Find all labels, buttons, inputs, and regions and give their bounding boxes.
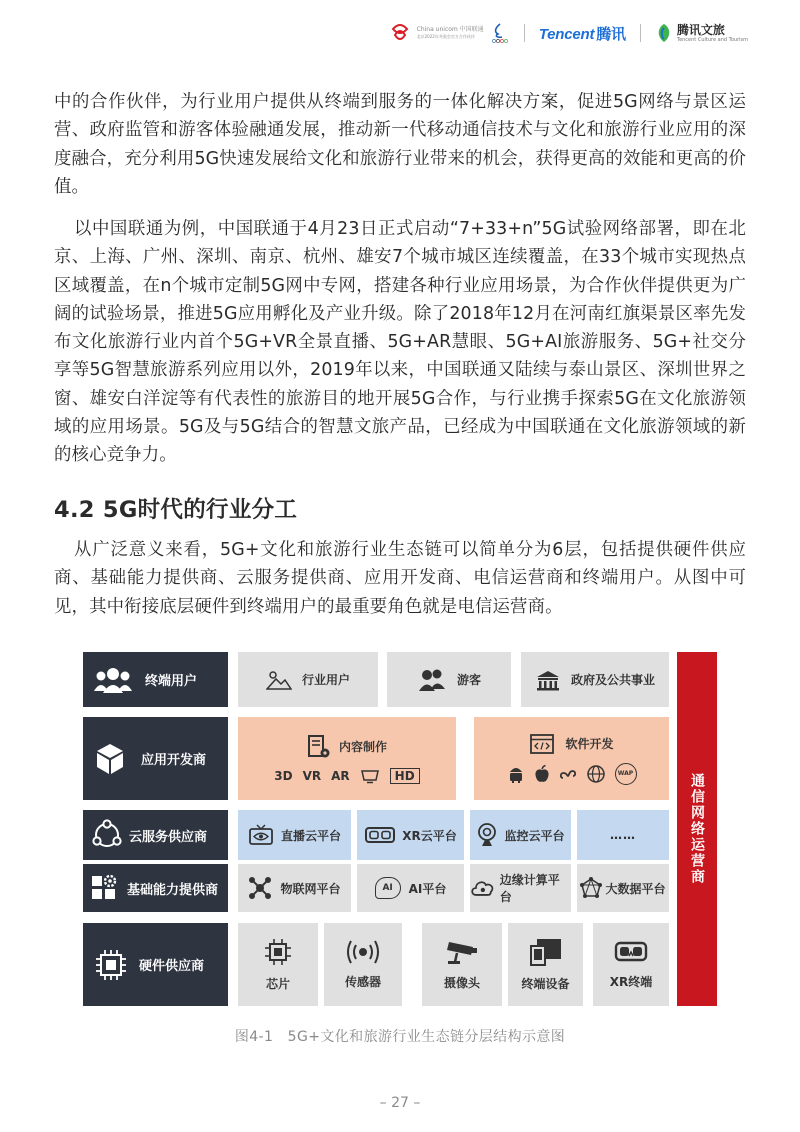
olympic-emblem-icon bbox=[490, 22, 510, 44]
row-label-basic-providers bbox=[83, 864, 228, 912]
cell-sensor bbox=[324, 923, 402, 1006]
row-label-text: 硬件供应商 bbox=[139, 959, 205, 974]
cell-label: 边缘计算平台 bbox=[499, 873, 560, 904]
screen-icon bbox=[360, 768, 380, 784]
cell-camera bbox=[422, 923, 502, 1006]
cell-more bbox=[577, 810, 669, 860]
row-label-text: 应用开发商 bbox=[141, 753, 207, 768]
cloud-network-icon bbox=[89, 819, 125, 851]
platform-icons bbox=[507, 763, 637, 785]
chip-icon bbox=[263, 937, 293, 967]
users-group-icon bbox=[93, 665, 133, 695]
vr-goggles-icon bbox=[364, 825, 396, 845]
tencent-cn: 腾讯 bbox=[596, 25, 626, 43]
cell-government bbox=[521, 652, 669, 707]
vr-icon: VR bbox=[302, 768, 322, 783]
people-icon bbox=[417, 668, 447, 692]
unicom-knot-icon bbox=[389, 23, 411, 43]
unicom-sub: 北京2022年冬奥会官方合作伙伴 bbox=[416, 34, 475, 39]
cell-iot-platform bbox=[238, 864, 351, 912]
wap-icon bbox=[615, 763, 637, 785]
cell-industry-users bbox=[238, 652, 378, 707]
paragraph-3: 从广泛意义来看，5G+文化和旅游行业生态链可以简单分为6层，包括提供硬件供应商、基础能力提供商、云服务提供商、应用开发商、电信运营商和终端用户。从图中可见，其中衔接底层硬件到终端用户的最重要角色就是电信运营商。 bbox=[54, 540, 746, 617]
cell-tourists bbox=[387, 652, 511, 707]
paragraph-2: 以中国联通为例，中国联通于4月23日正式启动“7+33+n”5G试验网络部署，即在北京、上海、广州、深圳、南京、杭州、雄安7个城市城区连续覆盖，在33个城市实现热点区域覆盖，在n个城市定制5G网中专网，搭建各种行业应用场景，为合作伙伴提供更为广阔的试验场景，推进5G应用孵化及产业升级。除了2018年12月在河南红旗渠景区率先发布文化旅游行业内首个5G+VR全景直播、5G+AR慧眼、5G+AI旅游服务、5G+社交分享等5G智慧旅游系列应用以外，2019年以来，中国联通又陆续与泰山景区、深圳世界之窗、雄安白洋淀等有代表性的旅游目的地开展5G合作，与行业携手探索5G在文化旅游领域的应用场景。5G及与5G结合的智慧文旅产品，已经成为中国联通在文化旅游领域的新的核心竞争力。 bbox=[54, 219, 746, 466]
china-unicom-logo bbox=[389, 22, 510, 44]
cell-edge-computing bbox=[470, 864, 571, 912]
wap-text: WAP bbox=[617, 770, 634, 777]
security-camera-icon bbox=[445, 938, 479, 966]
header-divider-2 bbox=[640, 24, 641, 42]
cpu-chip-icon bbox=[93, 947, 129, 983]
cell-label: 政府及公共事业 bbox=[570, 673, 655, 687]
cell-label: 游客 bbox=[456, 673, 481, 687]
cell-label: 物联网平台 bbox=[280, 881, 341, 896]
row-label-text: 基础能力提供商 bbox=[127, 882, 219, 898]
ecosystem-layer-diagram bbox=[83, 652, 717, 1006]
cell-label: XR终端 bbox=[609, 975, 653, 989]
iot-network-icon bbox=[248, 876, 272, 900]
ai-head-icon bbox=[375, 877, 401, 899]
tencent-logo bbox=[539, 23, 626, 44]
3d-icon: 3D bbox=[274, 768, 293, 783]
cell-monitoring-cloud bbox=[470, 810, 571, 860]
devices-icon bbox=[529, 937, 563, 967]
header-logos bbox=[389, 18, 748, 48]
cell-ai-platform bbox=[357, 864, 464, 912]
ellipsis-label: …… bbox=[610, 828, 636, 842]
paragraph-1: 中的合作伙伴，为行业用户提供从终端到服务的一体化解决方案，促进5G网络与景区运营、政府监管和游客体验融通发展，推动新一代移动通信技术与文化和旅游行业应用的深度融合，充分利用5G快速发展给文化和旅游行业带来的机会，获得更高的效能和更高的价值。 bbox=[54, 92, 746, 197]
cell-label: XR云平台 bbox=[402, 828, 457, 843]
apps-gear-icon bbox=[89, 873, 123, 903]
row-label-text: 终端用户 bbox=[145, 674, 198, 689]
cell-chip bbox=[238, 923, 318, 1006]
cell-terminal-device bbox=[508, 923, 583, 1006]
code-window-icon bbox=[529, 733, 555, 755]
culture-sub: Tencent Culture and Tourism bbox=[676, 36, 748, 43]
document-gear-icon bbox=[307, 734, 331, 760]
mini-program-icon bbox=[559, 764, 577, 784]
cell-label: 摄像头 bbox=[443, 976, 480, 990]
row-label-app-developers bbox=[83, 717, 228, 800]
page-number: – 27 – bbox=[379, 1095, 421, 1111]
tencent-culture-logo bbox=[655, 23, 748, 43]
landscape-icon bbox=[266, 669, 292, 691]
hd-icon: HD bbox=[390, 768, 420, 784]
tencent-en: Tencent bbox=[538, 25, 595, 43]
culture-leaf-icon bbox=[655, 23, 673, 43]
unicom-name: China unicom 中国联通 bbox=[416, 26, 484, 33]
telecom-operator-bar bbox=[677, 652, 717, 1006]
row-label-hardware bbox=[83, 923, 228, 1006]
cloud-icon bbox=[470, 878, 496, 898]
software-title-row bbox=[529, 733, 613, 755]
android-icon bbox=[507, 764, 525, 784]
cell-label: 终端设备 bbox=[521, 977, 570, 991]
xr-headset-icon bbox=[614, 939, 648, 965]
tv-eye-icon bbox=[248, 824, 274, 846]
government-building-icon bbox=[535, 669, 561, 691]
cell-label: 直播云平台 bbox=[280, 828, 341, 843]
operator-label: 通信网络运营商 bbox=[689, 773, 705, 885]
cell-xr-terminal bbox=[593, 923, 669, 1006]
cell-label: 大数据平台 bbox=[605, 881, 666, 896]
cell-label: 行业用户 bbox=[301, 673, 350, 687]
cell-label: AI平台 bbox=[408, 881, 447, 896]
cube-icon bbox=[95, 742, 125, 776]
cell-xr-cloud bbox=[357, 810, 464, 860]
cell-label: 监控云平台 bbox=[504, 828, 565, 843]
cell-label: 内容制作 bbox=[338, 740, 387, 754]
cell-label: 传感器 bbox=[344, 975, 381, 989]
ai-icon-text: AI bbox=[382, 883, 393, 893]
globe-icon bbox=[586, 764, 606, 784]
row-label-text: 云服务供应商 bbox=[129, 829, 208, 845]
cell-live-cloud bbox=[238, 810, 351, 860]
content-format-icons bbox=[274, 768, 419, 784]
cell-big-data bbox=[577, 864, 669, 912]
cell-label: 软件开发 bbox=[565, 737, 614, 751]
cell-label: 芯片 bbox=[265, 977, 290, 991]
header-divider bbox=[524, 24, 525, 42]
row-label-end-users bbox=[83, 652, 228, 707]
culture-name: 腾讯文旅 bbox=[676, 22, 725, 37]
cell-software-development bbox=[474, 717, 669, 800]
cell-content-production bbox=[238, 717, 456, 800]
row-label-cloud-providers bbox=[83, 810, 228, 860]
content-title-row bbox=[307, 734, 387, 760]
sensor-signal-icon bbox=[347, 939, 379, 965]
webcam-icon bbox=[476, 822, 498, 848]
section-heading: 4.2 5G时代的行业分工 bbox=[54, 497, 298, 523]
ar-icon: AR bbox=[331, 768, 350, 783]
figure-caption: 图4-1 5G+文化和旅游行业生态链分层结构示意图 bbox=[234, 1029, 566, 1045]
data-mesh-icon bbox=[580, 877, 602, 899]
apple-icon bbox=[534, 764, 550, 784]
